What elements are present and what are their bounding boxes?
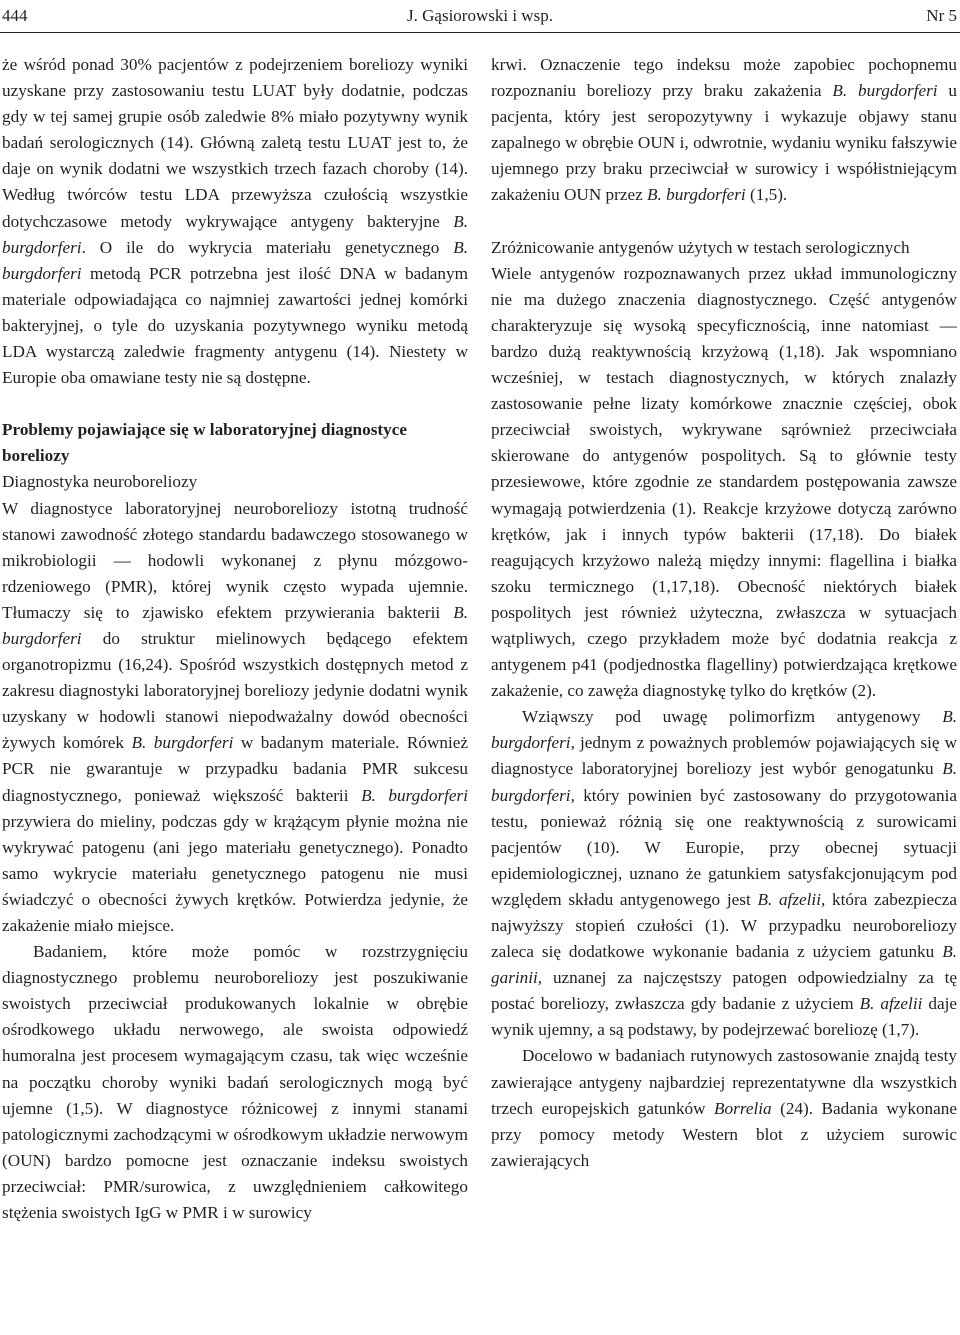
text-run: (1,5).	[745, 185, 788, 205]
text-run: , uznanej za najczęstszy patogen odpowiedzialny za tę postać boreliozy, zwłaszcza gdy badanie z użyciem	[491, 968, 957, 1014]
text-run: do struktur mielinowych będącego efektem organotropizmu (16,24). Spośród wszystkich dostępnych metod z zakresu diagnostyki laboratoryjnej boreliozy jedynie dodatni wynik uzyskany w hodowli stanowi niepodważalny dowód obecności żywych komórek	[2, 628, 468, 753]
text-run: Wziąwszy pod uwagę polimorfizm antygenowy	[522, 707, 943, 727]
running-authors: J. Gąsiorowski i wsp.	[407, 6, 553, 25]
text-run: że wśród ponad 30% pacjentów z podejrzeniem boreliozy wyniki uzyskane przy zastosowaniu testu LUAT były dodatnie, podczas gdy w tej samej grupie osób zaledwie 8% miało pozytywny wynik badań serologicznych (14). Główną zaletą testu LUAT jest to, że daje on wynik dodatni we wszystkich trzech fazach choroby (14). Według twórców testu LDA przewyższa czułością wszystkie dotychczasowe metody wykrywające antygeny bakteryjne	[2, 55, 468, 231]
section-heading: Problemy pojawiające się w laboratoryjnej diagnostyce boreliozy	[2, 420, 407, 466]
text-run: Docelowo w badaniach rutynowych zastosowanie znajdą testy zawierające antygeny najbardziej reprezentatywne dla wszystkich trzech europejskich gatunków	[491, 1046, 957, 1118]
species-name: B. burgdorferi	[2, 211, 468, 257]
species-name: B. burgdorferi	[131, 733, 234, 753]
text-run: metodą PCR potrzebna jest ilość DNA w badanym materiale odpowiadająca co najmniej zawartości jednej komórki bakteryjnej, o tyle do uzyskania pozytywnego wyniku metodą LDA wystarczą zaledwie fragmenty antygenu (14). Niestety w Europie oba omawiane testy nie są dostępne.	[2, 263, 468, 388]
species-name: B. afzelii	[757, 889, 821, 909]
text-run: (24). Badania wykonane przy pomocy metody Western blot z użyciem surowic zawierających	[491, 1098, 957, 1170]
text-run: , jednym z poważnych problemów pojawiających się w diagnostyce laboratoryjnej boreliozy jest wybór genogatunku	[491, 733, 957, 779]
paragraph	[2, 52, 468, 391]
species-name: B. burgdorferi	[491, 759, 957, 805]
paragraph	[491, 1043, 957, 1173]
text-run: krwi. Oznaczenie tego indeksu może zapobiec pochopnemu rozpoznaniu boreliozy przy braku zakażenia	[491, 55, 957, 101]
page-number: 444	[2, 6, 28, 25]
text-run: w badanym materiale. Również PCR nie gwarantuje w przypadku badania PMR sukcesu diagnostycznego, ponieważ większość bakterii	[2, 733, 468, 805]
species-name: B. burgdorferi	[361, 785, 468, 805]
paragraph	[2, 496, 468, 940]
paragraph: Wiele antygenów rozpoznawanych przez układ immunologiczny nie ma dużego znaczenia diagnostycznego. Część antygenów charakteryzuje się wysoką specyficznością, inne natomiast — bardzo dużą reaktywnością krzyżową (1,18). Jak wspomniano wcześniej, w testach diagnostycznych, w których znalazły zastosowanie pełne lizaty komórkowe znacznie częściej, obok przeciwciał swoistych, wykrywane sąrównież przeciwciała skierowane do antygenów pospolitych. Są to głównie testy przesiewowe, które zgodnie ze standardem postępowania zawsze wymagają potwierdzenia (1). Reakcje krzyżowe dotyczą zarówno krętków, jak i innych typów bakterii (17,18). Do białek reagujących krzyżowo należą między innymi: flagellina i białka szoku termicznego (1,17,18). Obecność niektórych białek pospolitych jest również użyteczna, zwłaszcza w sytuacjach wątpliwych, czego przykładem może być dodatnia reakcja z antygenem p41 (podjednostka flagelliny) potwierdzająca krętkowe zakażenie, co zawęża diagnostykę tylko do krętków (2).	[491, 263, 957, 701]
species-name: B. burgdorferi	[2, 602, 468, 648]
genus-name: Borrelia	[714, 1098, 772, 1118]
species-name: B. burgdorferi	[491, 707, 957, 753]
issue-number: Nr 5	[926, 6, 957, 25]
header-rule	[0, 32, 960, 33]
species-name: B. garinii	[491, 942, 957, 988]
left-column	[2, 52, 468, 1226]
paragraph: Badaniem, które może pomóc w rozstrzygnięciu diagnostycznego problemu neuroboreliozy jest poszukiwanie swoistych przeciwciał produkowanych lokalnie w obrębie ośrodkowego układu nerwowego, ale swoista odpowiedź humoralna jest procesem wymagającym czasu, tak więc wcześnie na początku choroby wyniki badań serologicznych mogą być ujemne (1,5). W diagnostyce różnicowej z innymi stanami patologicznymi zachodzącymi w ośrodkowym układzie nerwowym (OUN) bardzo pomocne jest oznaczanie indeksu swoistych przeciwciał: PMR/surowica, z uwzględnieniem całkowitego stężenia swoistych IgG w PMR i w surowicy	[2, 942, 468, 1223]
text-run: . O ile do wykrycia materiału genetycznego	[81, 237, 454, 257]
text-run: , który powinien być zastosowany do przygotowania testu, ponieważ różnią się one reaktywnością z surowicami pacjentów (10). W Europie, przy obecnej sytuacji epidemiologicznej, uznano że gatunkiem satysfakcjonującym pod względem składu antygenowego jest	[491, 785, 957, 909]
paragraph	[491, 52, 957, 209]
subsection-heading: Zróżnicowanie antygenów użytych w testach serologicznych	[491, 237, 910, 257]
text-run: daje wynik ujemny, a są podstawy, by podejrzewać boreliozę (1,7).	[491, 994, 957, 1040]
species-name: B. burgdorferi	[647, 185, 746, 205]
text-run: , która zabezpiecza najwyższy stopień czułości (1). W przypadku neuroboreliozy zaleca się dodatkowe wykonanie badania z użyciem gatunku	[491, 889, 958, 962]
spacer	[2, 391, 468, 417]
text-run: przywiera do mieliny, podczas gdy w krążącym płynie można nie wykrywać patogenu (ani jego materiału genetycznego). Ponadto samo wykrycie materiału genetycznego patogenu nie musi świadczyć o obecności żywych krętków. Potwierdza jedynie, że zakażenie miało miejsce.	[2, 811, 468, 935]
subsection-heading: Diagnostyka neuroboreliozy	[2, 472, 198, 492]
species-name: B. burgdorferi	[2, 237, 468, 283]
page-header	[0, 0, 960, 36]
text-run: u pacjenta, który jest seropozytywny i wykazuje objawy stanu zapalnego w obrębie OUN i, odwrotnie, wydaniu wyniku fałszywie ujemnego przy braku przeciwciał w surowicy i współistniejącym zakażeniu OUN przez	[491, 81, 958, 205]
text-run: W diagnostyce laboratoryjnej neuroboreliozy istotną trudność stanowi zawodność złotego standardu badawczego stosowanego w mikrobiologii — hodowli wykonanej z płynu mózgowo-rdzeniowego (PMR), której wynik często wypada ujemnie. Tłumaczy się to zjawisko efektem przywierania bakterii	[2, 498, 468, 622]
species-name: B. burgdorferi	[832, 81, 938, 101]
spacer	[491, 209, 957, 235]
right-column	[491, 52, 957, 1174]
species-name: B. afzelii	[859, 994, 923, 1014]
paragraph	[491, 704, 957, 1043]
